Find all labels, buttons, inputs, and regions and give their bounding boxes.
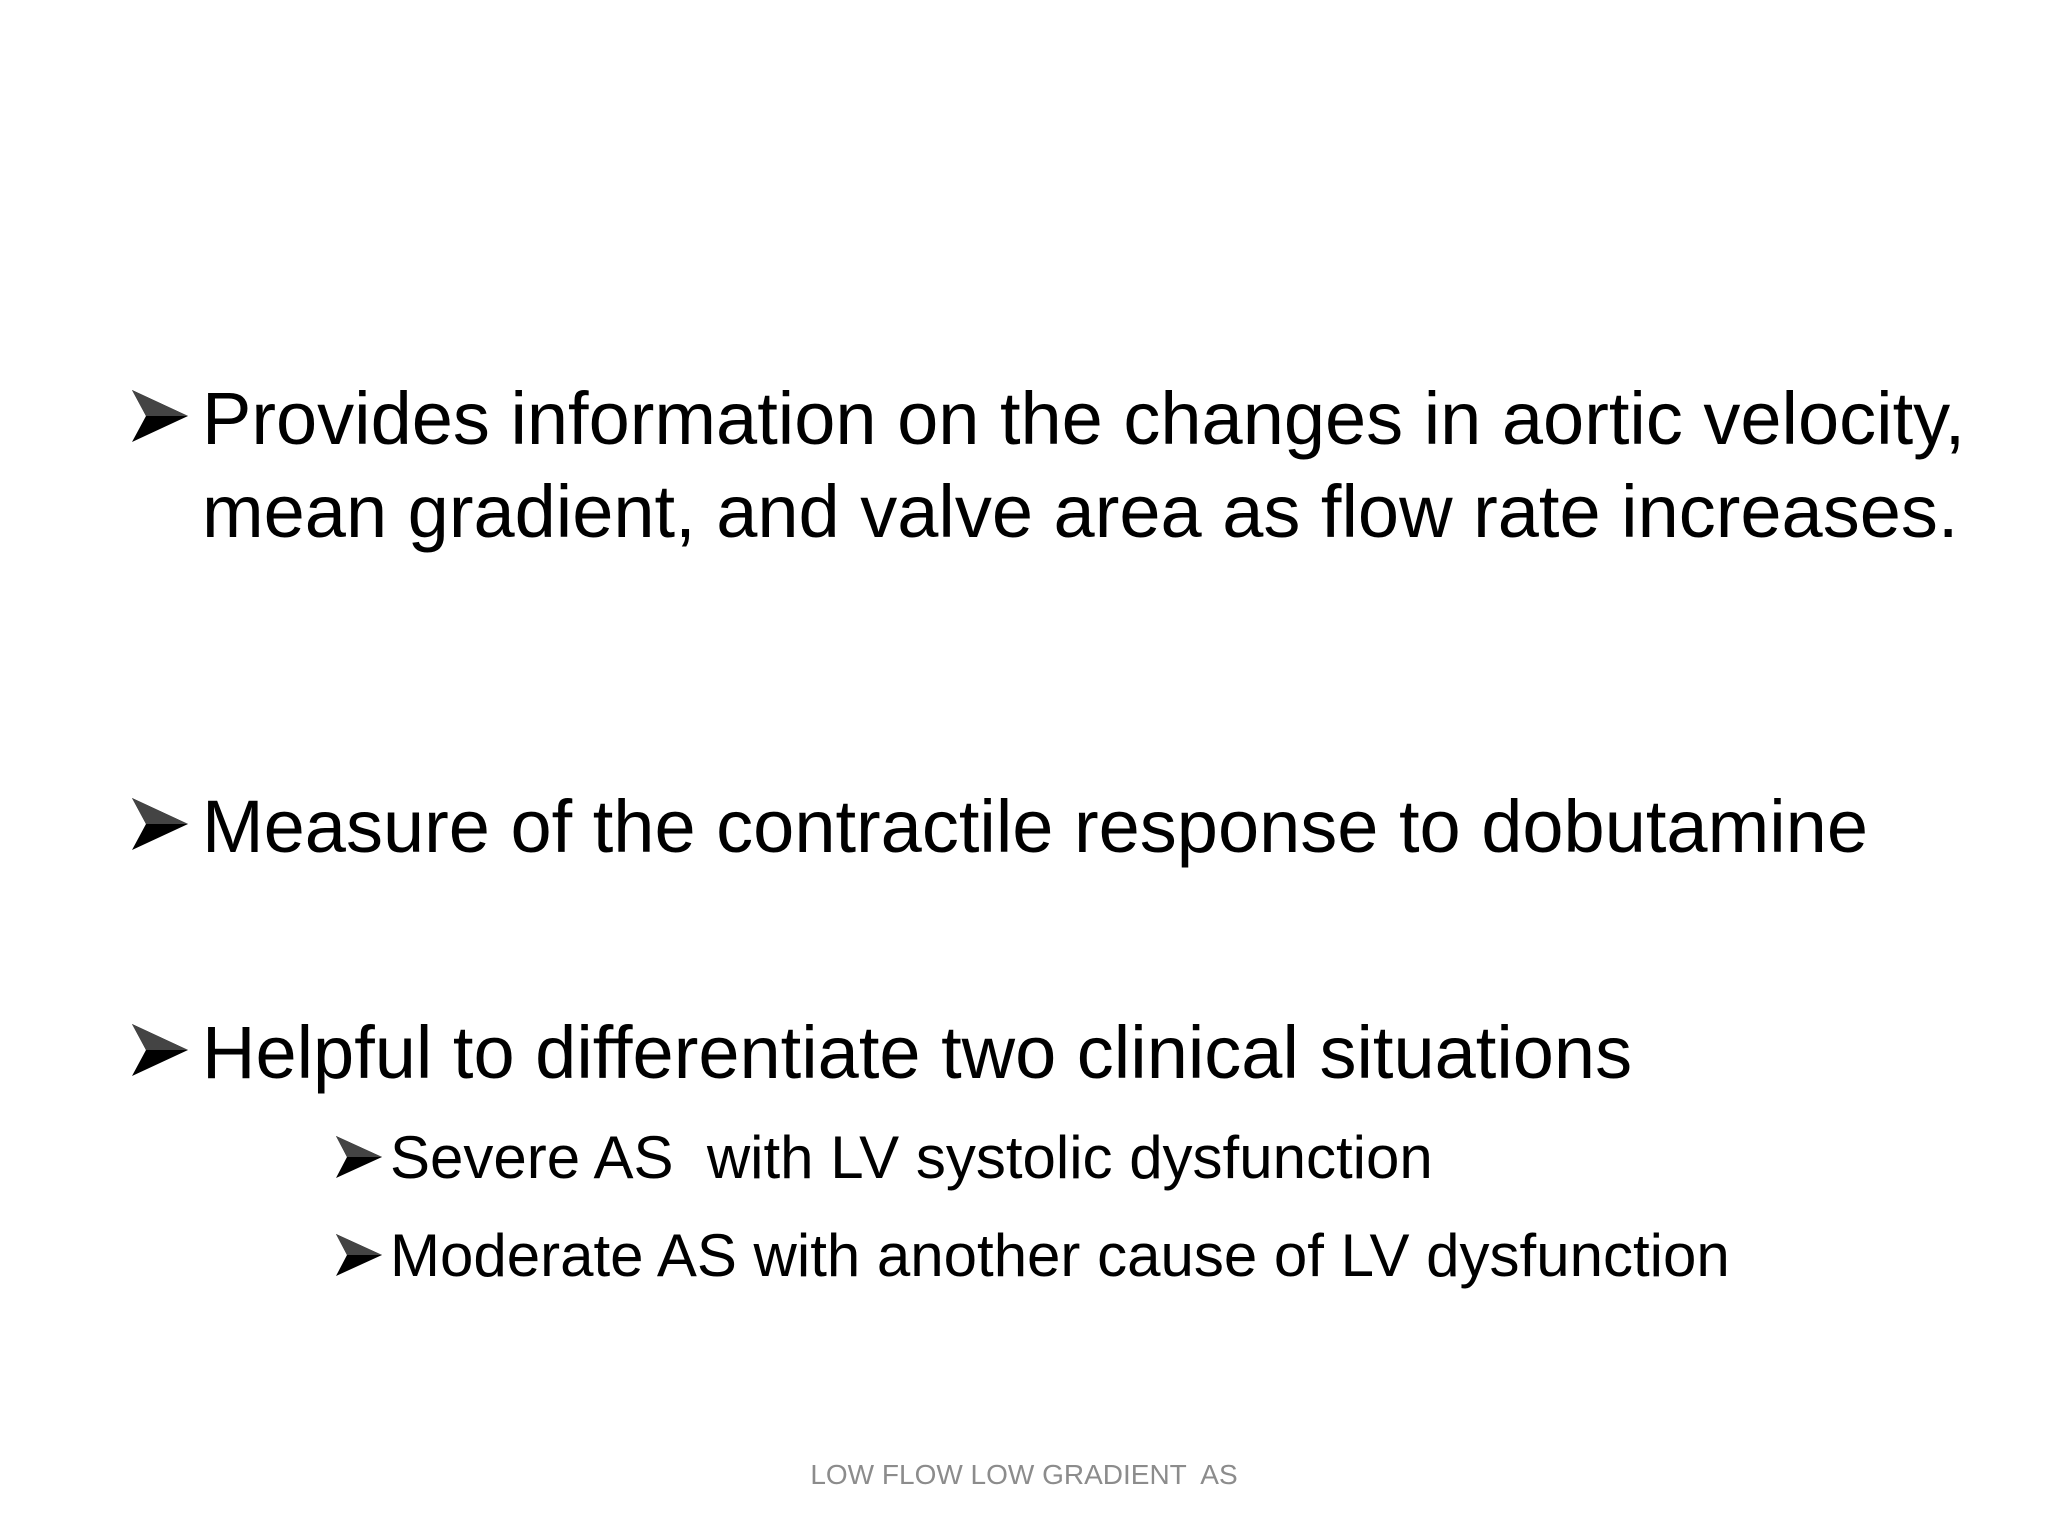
bullet-item [130,780,2030,873]
slide-footer: LOW FLOW LOW GRADIENT AS [810,1459,1238,1490]
arrow-bullet-icon [130,796,190,852]
sub-bullet-item [334,1218,2014,1294]
arrow-bullet-icon [334,1134,384,1180]
bullet-text: Provides information on the changes in aortic velocity, mean gradient, and valve area as flow rate increases. [202,377,1986,553]
arrow-bullet-icon [334,1232,384,1278]
sub-bullet-text: Severe AS with LV systolic dysfunction [390,1124,1433,1191]
sub-bullet-text: Moderate AS with another cause of LV dysfunction [390,1222,1730,1289]
bullet-text: Measure of the contractile response to dobutamine [202,785,1868,868]
arrow-bullet-icon [130,1022,190,1078]
sub-bullet-item [334,1120,1994,1196]
bullet-item [130,372,2010,558]
arrow-bullet-icon [130,388,190,444]
bullet-item [130,1006,2010,1099]
bullet-text: Helpful to differentiate two clinical situations [202,1011,1633,1094]
